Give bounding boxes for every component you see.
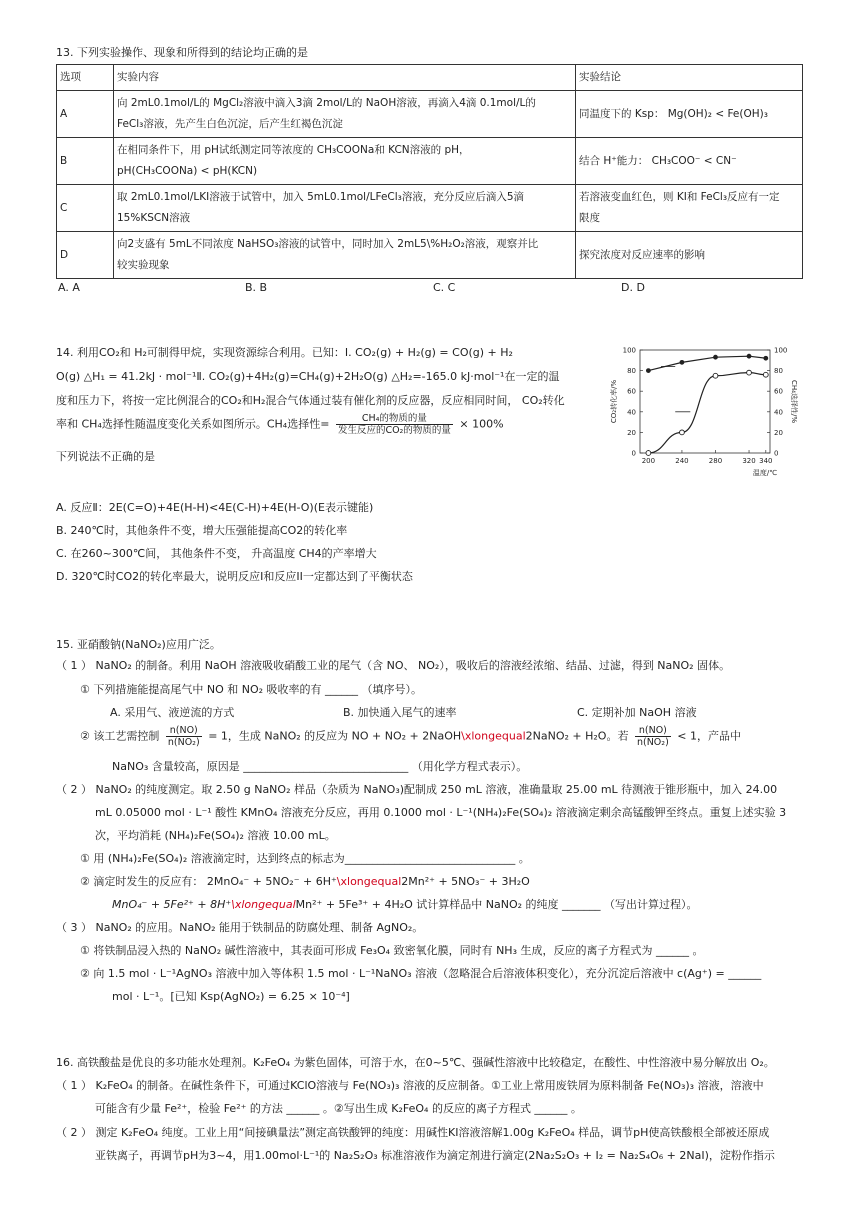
y-tick-label-right: 20 — [774, 428, 783, 437]
x-axis-label: 温度/℃ — [752, 469, 778, 477]
q15-part3: （ 3 ） NaNO₂ 的应用。NaNO₂ 能用于铁制品的防腐处理、制备 AgNO₂。 — [56, 921, 424, 934]
content-line: 向2支盛有 5mL不同浓度 NaHSO₃溶液的试管中，同时加入 2mL5\%H₂O₂溶液，观察并比 — [117, 238, 539, 250]
q15-title: 15. 亚硝酸钠(NaNO₂)应用广泛。 — [56, 638, 221, 651]
q16-title: 16. 高铁酸盐是优良的多功能水处理剂。K₂FeO₄ 为紫色固体，可溶于水，在0~5℃、强碱性溶液中比较稳定，在酸性、中性溶液中易分解放出 O₂。 — [56, 1056, 775, 1069]
data-point-ch4-selectivity — [713, 373, 718, 378]
q16-part2: （ 2 ） 测定 K₂FeO₄ 纯度。工业上用“间接碘量法”测定高铁酸钾的纯度：用碱性KI溶液溶解1.00g K₂FeO₄ 样品，调节pH使高铁酸根全部被还原成 — [56, 1126, 770, 1139]
q15-part1: （ 1 ） NaNO₂ 的制备。利用 NaOH 溶液吸收硝酸工业的尾气（含 NO、 NO₂），吸收后的溶液经浓缩、结晶、过滤，得到 NaNO₂ 固体。 — [56, 659, 731, 672]
fraction-numerator: n(NO) — [166, 725, 202, 737]
fraction-denominator: 发生反应的CO₂的物质的量 — [337, 425, 451, 436]
text: 2Mn²⁺ + 5NO₃⁻ + 3H₂O — [401, 875, 530, 888]
q15-part2-cont: mL 0.05000 mol · L⁻¹ 酸性 KMnO₄ 溶液充分反应，再用 0.1000 mol · L⁻¹(NH₄)₂Fe(SO₄)₂ 溶液滴定剩余高锰酸钾至终点。重复上述实验 3 — [95, 806, 787, 819]
text: MnO₄⁻ + 5Fe²⁺ + 8H⁺ — [112, 898, 232, 911]
x-tick-label: 240 — [675, 457, 689, 465]
row-option: A — [57, 91, 114, 138]
data-point-ch4-selectivity — [747, 370, 752, 375]
x-tick-label: 320 — [742, 457, 756, 465]
x-tick-label: 340 — [759, 457, 773, 465]
y-tick-label-left: 60 — [627, 387, 636, 396]
x-tick-label: 280 — [708, 457, 723, 465]
header-option: 选项 — [57, 65, 114, 91]
plot-frame — [640, 350, 770, 453]
content-line: pH(CH₃COONa) < pH(KCN) — [117, 165, 258, 177]
data-point-ch4-selectivity — [680, 430, 685, 435]
q14-line — [56, 413, 504, 436]
header-conclusion: 实验结论 — [576, 65, 803, 91]
q15-option-c[interactable]: C. 定期补加 NaOH 溶液 — [577, 706, 697, 719]
row-content — [114, 185, 576, 232]
row-content — [114, 91, 576, 138]
data-point-co2-conversion — [713, 355, 718, 360]
q13-table — [56, 64, 803, 279]
content-line: 向 2mL0.1mol/L的 MgCl₂溶液中滴入3滴 2mol/L的 NaOH溶液，再滴入4滴 0.1mol/L的 — [117, 97, 536, 109]
conclusion-line: 同温度下的 Ksp： Mg(OH)₂ < Fe(OH)₃ — [579, 107, 768, 120]
row-conclusion — [576, 185, 803, 232]
data-point-co2-conversion — [763, 356, 768, 361]
render-error-text: \xlongequal — [231, 898, 296, 911]
text: 2NaNO₂ + H₂O。若 — [525, 729, 629, 743]
ratio-fraction — [166, 725, 202, 748]
row-conclusion — [576, 232, 803, 279]
q15-part3-q1: ① 将铁制品浸入热的 NaNO₂ 碱性溶液中，其表面可形成 Fe₃O₄ 致密氧化膜，同时有 NH₃ 生成，反应的离子方程式为 ______ 。 — [80, 944, 704, 957]
q15-option-a[interactable]: A. 采用气、液逆流的方式 — [110, 706, 235, 719]
table-header-row — [57, 65, 803, 91]
row-content — [114, 232, 576, 279]
render-error-text: \xlongequal — [336, 875, 402, 888]
q15-part3-q2-cont: mol · L⁻¹。[已知 Ksp(AgNO₂) = 6.25 × 10⁻⁴] — [112, 990, 350, 1003]
q15-part2-q1: ① 用 (NH₄)₂Fe(SO₄)₂ 溶液滴定时，达到终点的标志为_______________________________ 。 — [80, 852, 530, 865]
y-tick-label-left: 20 — [627, 428, 636, 437]
content-line: 在相同条件下，用 pH试纸测定同等浓度的 CH₃COONa和 KCN溶液的 pH， — [117, 144, 470, 156]
y-tick-label-left: 40 — [627, 408, 636, 417]
conclusion-line: 若溶液变血红色，则 KI和 FeCl₃反应有一定 — [579, 191, 780, 203]
text: = 1，生成 NaNO₂ 的反应为 NO + NO₂ + 2NaOH — [208, 729, 462, 743]
q15-option-b[interactable]: B. 加快通入尾气的速率 — [343, 706, 457, 719]
data-point-ch4-selectivity — [763, 372, 768, 377]
conclusion-line: 结合 H⁺能力： CH₃COO⁻ < CN⁻ — [579, 154, 737, 167]
x-tick-label: 200 — [641, 457, 656, 465]
q14-option-a[interactable]: A. 反应Ⅱ：2E(C=O)+4E(H-H)<4E(C-H)+4E(H-O)(E表示键能) — [56, 501, 374, 514]
y-tick-label-right: 40 — [774, 408, 783, 417]
q15-part2-cont: 次，平均消耗 (NH₄)₂Fe(SO₄)₂ 溶液 10.00 mL。 — [95, 829, 336, 842]
q14-line: 度和压力下，将按一定比例混合的CO₂和H₂混合气体通过装有催化剂的反应器，反应相同时间， CO₂转化 — [56, 394, 565, 407]
row-content — [114, 138, 576, 185]
choice-c[interactable]: C. C — [433, 281, 456, 294]
render-error-text: \xlongequal — [461, 729, 526, 743]
q16-part1: （ 1 ） K₂FeO₄ 的制备。在碱性条件下，可通过KClO溶液与 Fe(NO₃)₃ 溶液的反应制备。①工业上常用废铁屑为原料制备 Fe(NO₃)₃ 溶液，溶液中 — [56, 1079, 764, 1092]
data-point-ch4-selectivity — [646, 451, 651, 456]
q14-text: × 100% — [459, 417, 504, 431]
y-tick-label-right: 60 — [774, 387, 783, 396]
q15-part3-q2: ② 向 1.5 mol · L⁻¹AgNO₃ 溶液中加入等体积 1.5 mol · L⁻¹NaNO₃ 溶液（忽略混合后溶液体积变化），充分沉淀后溶液中 c(Ag⁺) = ______ — [80, 967, 762, 980]
data-point-co2-conversion — [646, 368, 651, 373]
y-axis-label-left: CO₂转化率/% — [610, 379, 618, 424]
choice-d[interactable]: D. D — [621, 281, 645, 294]
y-tick-label-right: 0 — [774, 449, 779, 458]
row-option: B — [57, 138, 114, 185]
row-option: C — [57, 185, 114, 232]
table-row — [57, 138, 803, 185]
q14-text: 率和 CH₄选择性随温度变化关系如图所示。CH₄选择性= — [56, 417, 330, 431]
conclusion-line: 限度 — [579, 212, 600, 224]
y-axis-label-right: CH₄选择性/% — [790, 380, 798, 423]
text: ② 滴定时发生的反应有： 2MnO₄⁻ + 5NO₂⁻ + 6H⁺ — [80, 875, 337, 888]
q16-part2-cont: 亚铁离子，再调节pH为3~4，用1.00mol·L⁻¹的 Na₂S₂O₃ 标准溶液作为滴定剂进行滴定(2Na₂S₂O₃ + I₂ = Na₂S₄O₆ + 2NaI)，淀粉作指示 — [95, 1149, 775, 1162]
row-conclusion — [576, 138, 803, 185]
content-line: FeCl₃溶液，先产生白色沉淀，后产生红褐色沉淀 — [117, 118, 343, 130]
fraction-numerator: CH₄的物质的量 — [336, 413, 453, 425]
data-point-co2-conversion — [747, 354, 752, 359]
co2-ch4-chart — [600, 338, 800, 488]
table-row — [57, 91, 803, 138]
row-conclusion — [576, 91, 803, 138]
fraction-denominator: n(NO₂) — [636, 737, 669, 748]
y-tick-label-left: 80 — [627, 367, 636, 376]
content-line: 取 2mL0.1mol/LKI溶液于试管中，加入 5mL0.1mol/LFeCl₃溶液，充分反应后滴入5滴 — [117, 191, 525, 203]
y-tick-label-right: 80 — [774, 367, 783, 376]
ratio-fraction — [635, 725, 671, 748]
data-point-co2-conversion — [680, 360, 685, 365]
q16-part1-cont: 可能含有少量 Fe²⁺，检验 Fe²⁺ 的方法 ______ 。②写出生成 K₂FeO₄ 的反应的离子方程式 ______ 。 — [95, 1102, 582, 1115]
q13-stem: 13. 下列实验操作、现象和所得到的结论均正确的是 — [56, 46, 308, 59]
series-line-ch4-selectivity — [648, 373, 765, 453]
q14-line: O(g) △H₁ = 41.2kJ · mol⁻¹Ⅱ. CO₂(g)+4H₂(g)=CH₄(g)+2H₂O(g) △H₂=-165.0 kJ·mol⁻¹在一定的温 — [56, 370, 560, 383]
q14-line: 下列说法不正确的是 — [56, 450, 155, 463]
q14-line: 14. 利用CO₂和 H₂可制得甲烷，实现资源综合利用。已知：Ⅰ. CO₂(g) + H₂(g) = CO(g) + H₂ — [56, 346, 513, 359]
header-content: 实验内容 — [114, 65, 576, 91]
text: < 1，产品中 — [677, 729, 742, 743]
fraction-numerator: n(NO) — [635, 725, 671, 737]
q14-option-b[interactable]: B. 240℃时，其他条件不变，增大压强能提高CO2的转化率 — [56, 524, 348, 537]
row-option: D — [57, 232, 114, 279]
text: ② 该工艺需控制 — [80, 729, 160, 743]
conclusion-line: 探究浓度对反应速率的影响 — [579, 248, 705, 261]
q15-part2: （ 2 ） NaNO₂ 的纯度测定。取 2.50 g NaNO₂ 样品（杂质为 NaNO₃)配制成 250 mL 溶液，准确量取 25.00 mL 待测液于锥形瓶中，加入 24.00 — [56, 783, 778, 796]
table-row — [57, 232, 803, 279]
choice-a[interactable]: A. A — [58, 281, 80, 294]
content-line: 较实验现象 — [117, 259, 170, 271]
q14-option-c[interactable]: C. 在260~300℃间， 其他条件不变， 升高温度 CH4的产率增大 — [56, 547, 377, 560]
selectivity-fraction — [336, 413, 453, 436]
y-tick-label-right: 100 — [774, 346, 788, 355]
y-tick-label-left: 0 — [631, 449, 636, 458]
q15-part2-q2 — [80, 871, 530, 893]
y-tick-label-left: 100 — [622, 346, 636, 355]
q15-part1-q2 — [80, 725, 741, 748]
choice-b[interactable]: B. B — [245, 281, 268, 294]
content-line: 15%KSCN溶液 — [117, 212, 191, 224]
q15-part1-q1: ① 下列措施能提高尾气中 NO 和 NO₂ 吸收率的有 ______ （填序号）。 — [80, 683, 423, 696]
table-row — [57, 185, 803, 232]
q15-part1-q2-cont: NaNO₃ 含量较高，原因是 ______________________________ （用化学方程式表示）。 — [112, 760, 528, 773]
text: Mn²⁺ + 5Fe³⁺ + 4H₂O 试计算样品中 NaNO₂ 的纯度 _______ （写出计算过程）。 — [295, 898, 698, 911]
q15-part2-q2-cont — [112, 894, 698, 916]
fraction-denominator: n(NO₂) — [167, 737, 200, 748]
q14-option-d[interactable]: D. 320℃时CO2的转化率最大，说明反应I和反应II一定都达到了平衡状态 — [56, 570, 413, 583]
